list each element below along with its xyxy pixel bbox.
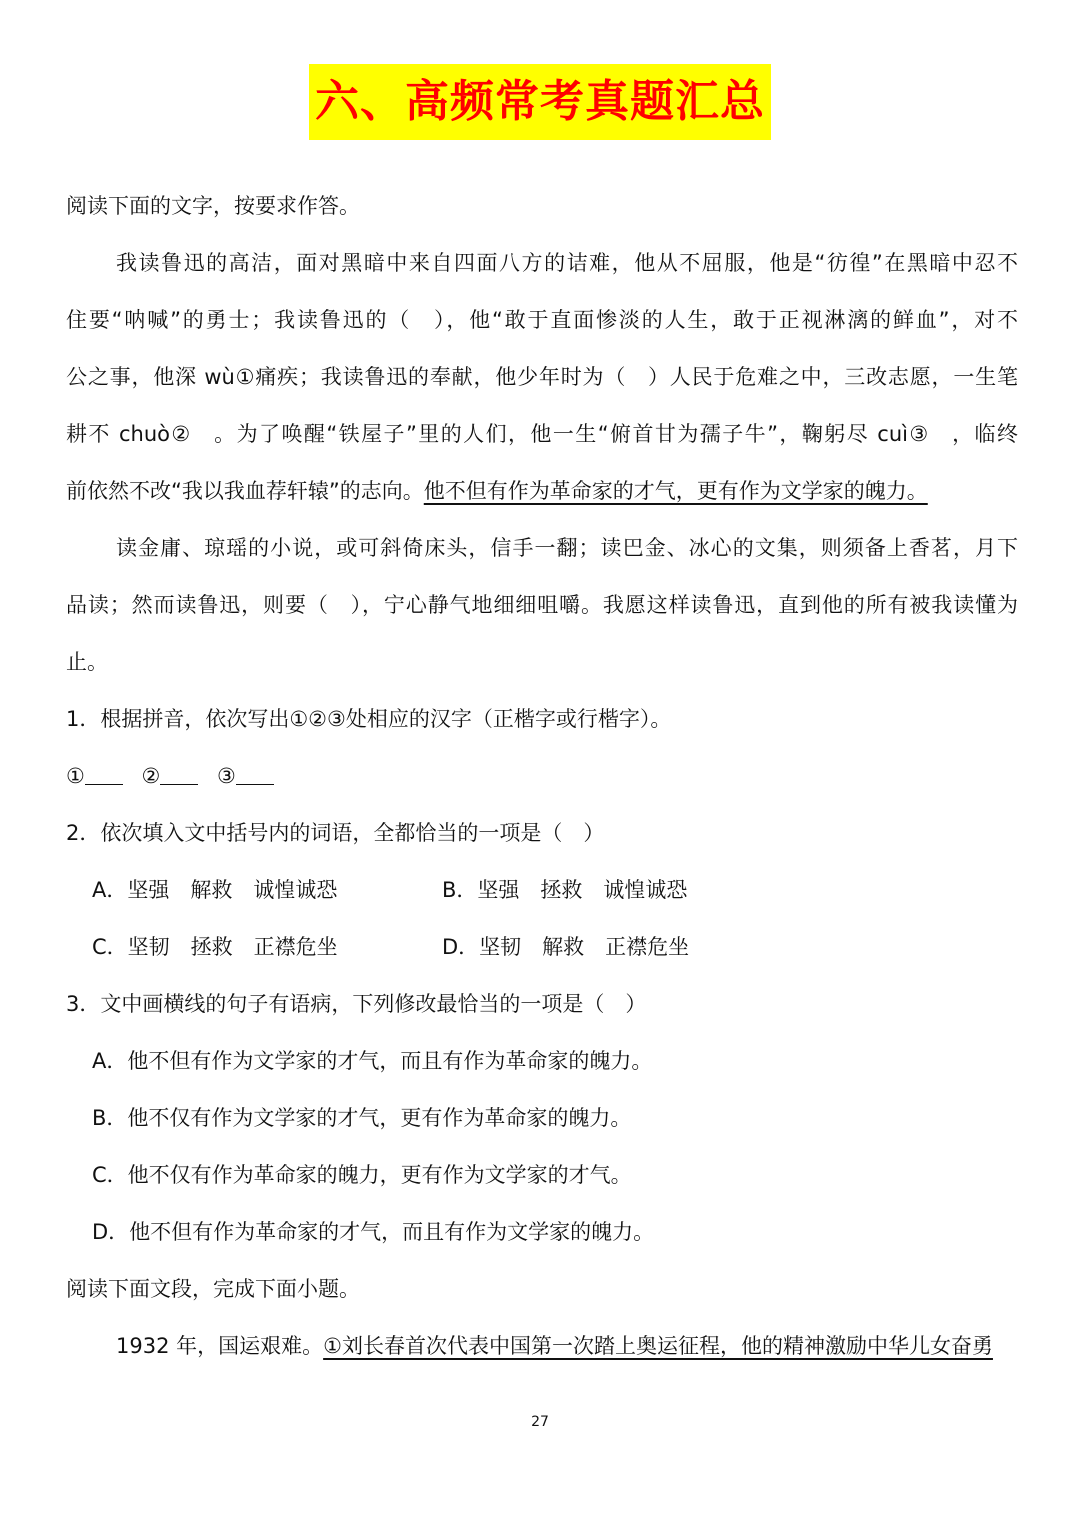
- title-area: [0, 64, 1080, 140]
- question-2-options-row-2: [66, 919, 1018, 976]
- q2-option-c: C．坚韧 拯救 正襟危坐: [92, 935, 338, 959]
- underlined-sentence: 他不但有作为革命家的才气，更有作为文学家的魄力。: [423, 479, 928, 503]
- passage1-line-2: 住要“呐喊”的勇士；我读鲁迅的（ ），他“敢于直面惨淡的人生，敢于正视淋漓的鲜血”，对不: [66, 308, 1018, 332]
- q3-option-d: D．他不但有作为革命家的才气，而且有作为文学家的魄力。: [92, 1220, 655, 1244]
- q3-option-c: C．他不仅有作为革命家的魄力，更有作为文学家的才气。: [92, 1163, 632, 1187]
- passage2-line-1: [66, 1318, 1018, 1375]
- page-title: 六、高频常考真题汇总: [309, 64, 771, 140]
- answer-blank-3[interactable]: [236, 762, 274, 785]
- passage2-underlined-sentence: ①刘长春首次代表中国第一次踏上奥运征程，他的精神激励中华儿女奋勇: [323, 1334, 993, 1358]
- passage1-line-8: 止。: [66, 650, 108, 674]
- question-2: 2．依次填入文中括号内的词语，全都恰当的一项是（ ）: [66, 821, 605, 845]
- passage1-line-4: 耕不 chuò② 。为了唤醒“铁屋子”里的人们，他一生“俯首甘为孺子牛”，鞠躬尽 cuì③ ，临终: [66, 422, 1018, 446]
- blank-label-3: ③: [217, 764, 236, 788]
- passage1-line-6: 读金庸、琼瑶的小说，或可斜倚床头，信手一翻；读巴金、冰心的文集，则须备上香茗，月下: [116, 536, 1018, 560]
- document-body: [66, 178, 1018, 1375]
- q3-option-b: B．他不仅有作为文学家的才气，更有作为革命家的魄力。: [92, 1106, 632, 1130]
- blank-label-2: ②: [141, 764, 161, 788]
- q3-option-a: A．他不但有作为文学家的才气，而且有作为革命家的魄力。: [92, 1049, 653, 1073]
- page-number: 27: [531, 1414, 549, 1430]
- question-2-options-row-1: [66, 862, 1018, 919]
- passage2-year-text: 1932 年，国运艰难。: [116, 1334, 324, 1358]
- passage1-line-5-text: 前依然不改“我以我血荐轩辕”的志向。: [66, 479, 424, 503]
- passage1-line-7: 品读；然而读鲁迅，则要（ ），宁心静气地细细咀嚼。我愿这样读鲁迅，直到他的所有被我读懂为: [66, 593, 1018, 617]
- passage1-line-5: [66, 463, 1018, 520]
- question-3: 3．文中画横线的句子有语病，下列修改最恰当的一项是（ ）: [66, 992, 647, 1016]
- answer-blank-2[interactable]: [160, 762, 198, 785]
- instruction-1: 阅读下面的文字，按要求作答。: [66, 194, 360, 218]
- q2-option-b: B．坚强 拯救 诚惶诚恐: [442, 878, 688, 902]
- passage1-line-3: 公之事，他深 wù①痛疾；我读鲁迅的奉献，他少年时为（ ）人民于危难之中，三改志愿，一生笔: [66, 365, 1018, 389]
- q2-option-a: A．坚强 解救 诚惶诚恐: [92, 878, 338, 902]
- blank-label-1: ①: [66, 764, 85, 788]
- question-1-blanks: [66, 748, 1018, 805]
- question-1: 1．根据拼音，依次写出①②③处相应的汉字（正楷字或行楷字）。: [66, 707, 672, 731]
- passage1-line-1: 我读鲁迅的高洁，面对黑暗中来自四面八方的诘难，他从不屈服，他是“彷徨”在黑暗中忍不: [116, 251, 1018, 275]
- q2-option-d: D．坚韧 解救 正襟危坐: [442, 935, 690, 959]
- instruction-2: 阅读下面文段，完成下面小题。: [66, 1277, 360, 1301]
- answer-blank-1[interactable]: [85, 762, 123, 785]
